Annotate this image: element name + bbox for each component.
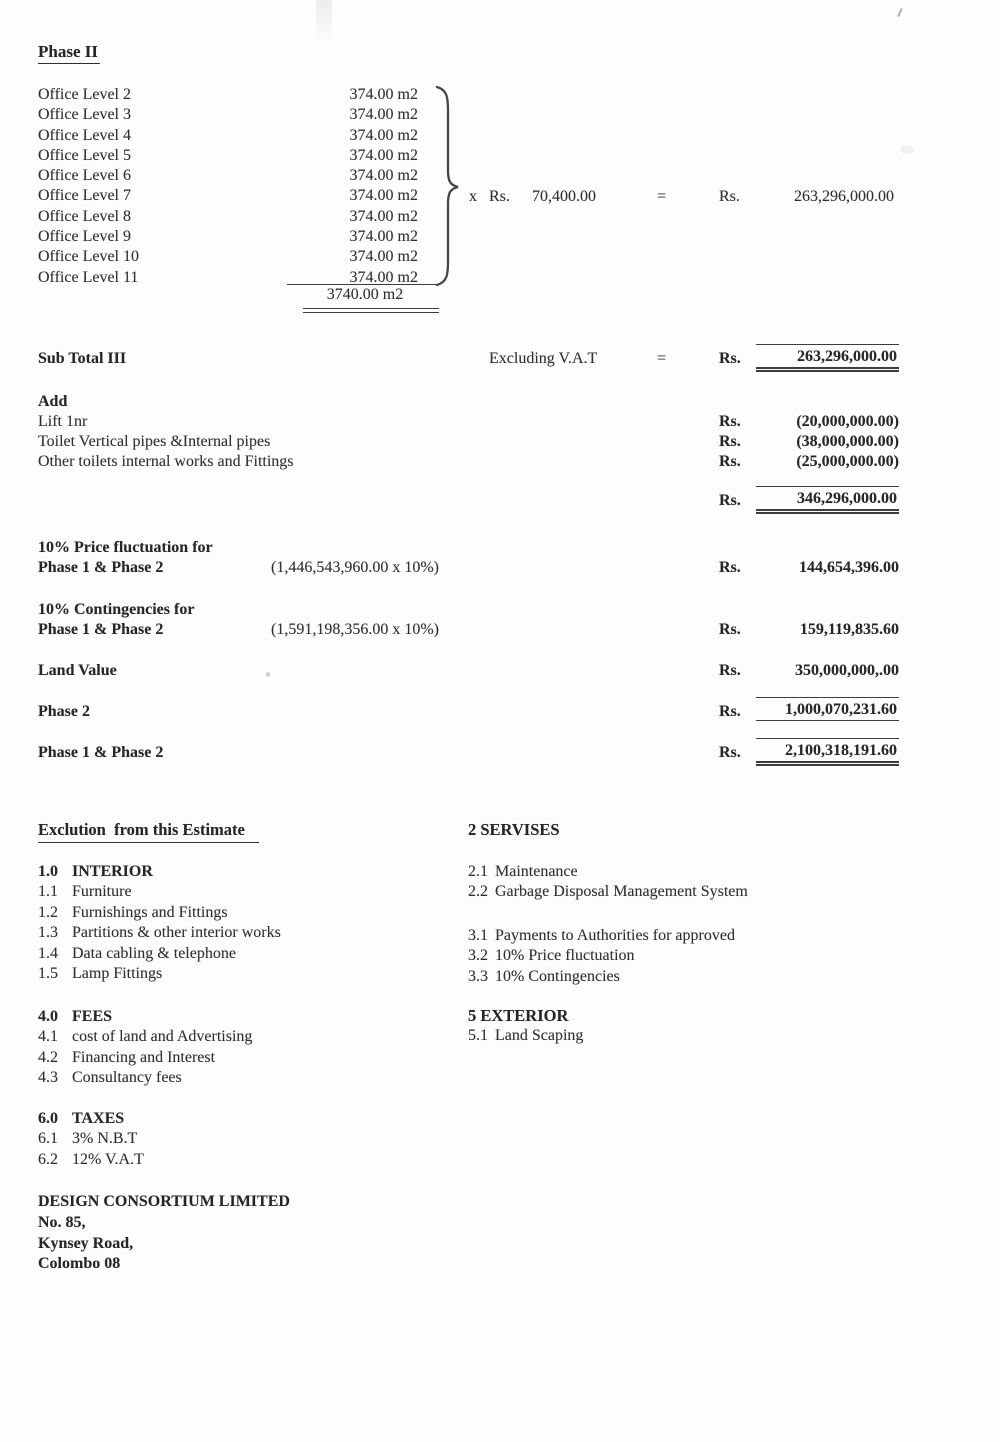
item-number: 4.2 (38, 1048, 58, 1066)
item-number: 3.1 (468, 927, 488, 944)
exclusion-group-taxes (38, 1109, 144, 1170)
office-level-label: Office Level 9 (38, 228, 131, 246)
currency-label: Rs. (719, 621, 741, 638)
currency-label: Rs. (719, 744, 741, 761)
add-item-amount: (38,000,000.00) (796, 433, 899, 450)
item-text: 3% N.B.T (72, 1130, 138, 1148)
item-number: 2.2 (468, 883, 488, 901)
address-line: Kynsey Road, (38, 1234, 134, 1252)
office-level-row (38, 227, 418, 247)
currency-label: Rs. (719, 703, 741, 720)
exterior-group (468, 1006, 583, 1047)
item-text: Furniture (72, 883, 132, 901)
item-number: 6.0 (38, 1110, 58, 1127)
add-item-label: Other toilets internal works and Fittings (38, 453, 294, 470)
item-number: 1.5 (38, 964, 58, 982)
currency-label: Rs. (719, 433, 741, 450)
office-level-label: Office Level 5 (38, 146, 131, 164)
list-item (38, 1150, 144, 1170)
currency-label: Rs. (719, 188, 740, 205)
item-number: 6.1 (38, 1130, 58, 1148)
add-item-label: Toilet Vertical pipes &Internal pipes (38, 433, 271, 450)
scan-artifact (897, 8, 903, 17)
fluctuation-row (0, 557, 1000, 578)
group-title (38, 1109, 144, 1129)
item-number: 1.2 (38, 903, 58, 921)
land-value-row (0, 660, 1000, 681)
multiplier-row (0, 186, 1000, 207)
item-text: Furnishings and Fittings (72, 903, 228, 921)
subtotal-row (0, 348, 1000, 369)
item-number: 6.2 (38, 1150, 58, 1168)
office-level-label: Office Level 10 (38, 248, 139, 266)
currency-label: Rs. (489, 188, 510, 205)
office-area-value: 374.00 m2 (349, 106, 418, 124)
list-item (38, 1129, 144, 1149)
add-heading: Add (38, 393, 68, 410)
office-area-value: 374.00 m2 (349, 167, 418, 185)
grand-total-label: Phase 1 & Phase 2 (38, 744, 164, 761)
item-text: 10% Price fluctuation (495, 947, 635, 965)
item-text: Maintenance (495, 863, 578, 880)
currency-label: Rs. (719, 413, 741, 430)
exterior-heading: 5 EXTERIOR (468, 1006, 569, 1025)
item-text: Garbage Disposal Management System (495, 883, 748, 901)
item-number: 1.1 (38, 883, 58, 901)
item-number: 4.3 (38, 1069, 58, 1087)
list-item (38, 1027, 252, 1047)
office-area-value: 374.00 m2 (349, 228, 418, 246)
item-text: 10% Contingencies (495, 967, 620, 985)
list-item (38, 1048, 252, 1068)
scan-artifact (900, 145, 914, 154)
group-title-text: TAXES (72, 1110, 125, 1127)
vat-note: Excluding V.A.T (489, 350, 598, 367)
office-area-value: 374.00 m2 (349, 207, 418, 225)
land-value-label: Land Value (38, 662, 117, 679)
item-number: 2.1 (468, 863, 488, 880)
list-item (38, 882, 281, 902)
item-text: Lamp Fittings (72, 964, 163, 982)
group-title (38, 1007, 252, 1027)
phase-label: Phase 1 & Phase 2 (38, 559, 164, 576)
office-level-label: Office Level 2 (38, 86, 131, 103)
list-item (468, 946, 735, 966)
list-item (468, 882, 748, 902)
office-level-label: Office Level 11 (38, 268, 139, 286)
group-title (38, 862, 281, 882)
item-text: Land Scaping (495, 1027, 584, 1045)
area-total: 3740.00 m2 (326, 286, 404, 303)
contingencies-amount: 159,119,835.60 (799, 621, 899, 638)
office-area-value: 374.00 m2 (349, 86, 418, 103)
list-item (38, 903, 281, 923)
item-text: Partitions & other interior works (72, 924, 281, 942)
add-heading-row (0, 391, 1000, 412)
currency-label: Rs. (719, 662, 741, 679)
amount-value: 263,296,000.00 (794, 188, 894, 205)
item-text: Data cabling & telephone (72, 944, 236, 962)
contingencies-row (0, 619, 1000, 640)
add-item-label: Lift 1nr (38, 413, 88, 430)
office-level-row (38, 166, 418, 186)
exclusion-group-interior (38, 862, 281, 984)
office-area-value: 374.00 m2 (349, 187, 418, 205)
item-text: Consultancy fees (72, 1069, 182, 1087)
currency-label: Rs. (719, 492, 741, 509)
list-item (38, 944, 281, 964)
office-level-label: Office Level 3 (38, 106, 131, 124)
services-heading: 2 SERVISES (468, 820, 560, 839)
list-item (468, 1026, 583, 1046)
grand-total-amount: 2,100,318,191.60 (756, 738, 899, 766)
add-item-amount: (25,000,000.00) (796, 453, 899, 470)
item-number: 1.3 (38, 924, 58, 942)
office-area-value: 374.00 m2 (349, 146, 418, 164)
scan-artifact (316, 0, 332, 44)
office-level-label: Office Level 6 (38, 167, 131, 185)
item-number: 3.2 (468, 947, 488, 965)
fluctuation-amount: 144,654,396.00 (799, 559, 899, 576)
office-level-row (38, 85, 418, 105)
grand-total-row (0, 742, 1000, 763)
calc-note: (1,591,198,356.00 x 10%) (271, 621, 439, 638)
item-number: 1.4 (38, 944, 58, 962)
exclusions-heading: Exclution from this Estimate (38, 820, 259, 843)
add-item-row (0, 451, 1000, 472)
phase-heading: Phase II (38, 42, 100, 64)
exclusion-group-fees (38, 1007, 252, 1089)
phase2-total-row (0, 701, 1000, 722)
fluctuation-row (0, 537, 1000, 558)
office-level-row (38, 126, 418, 146)
total-overline (287, 284, 437, 285)
address-line: Colombo 08 (38, 1255, 121, 1273)
list-item (38, 1068, 252, 1088)
company-name: DESIGN CONSORTIUM LIMITED (38, 1193, 290, 1210)
item-text: cost of land and Advertising (72, 1028, 253, 1046)
office-level-label: Office Level 8 (38, 207, 131, 225)
add-item-row (0, 431, 1000, 452)
currency-label: Rs. (719, 350, 741, 367)
land-value-amount: 350,000,000,.00 (795, 662, 899, 679)
office-area-value: 374.00 m2 (349, 248, 418, 266)
contingencies-row (0, 599, 1000, 620)
equals-sign: = (657, 350, 667, 367)
total-double-underline (303, 308, 439, 313)
services-items-group (468, 862, 748, 903)
payments-items-group (468, 926, 735, 987)
subtotal-label: Sub Total III (38, 350, 127, 367)
add-total-row (0, 490, 1000, 511)
fluctuation-label: 10% Price fluctuation for (38, 539, 213, 556)
item-number: 1.0 (38, 863, 58, 880)
multiply-sign: x (469, 188, 477, 205)
list-item (468, 926, 735, 946)
list-item (38, 923, 281, 943)
subtotal-amount: 263,296,000.00 (756, 344, 899, 372)
office-level-row (38, 207, 418, 227)
list-item (468, 967, 735, 987)
contingencies-label: 10% Contingencies for (38, 601, 195, 618)
item-text: Payments to Authorities for approved (495, 927, 735, 944)
list-item (468, 862, 748, 882)
phase-label: Phase 1 & Phase 2 (38, 621, 164, 638)
add-item-amount: (20,000,000.00) (796, 413, 899, 430)
item-number: 5.1 (468, 1027, 488, 1045)
add-item-row (0, 411, 1000, 432)
item-number: 3.3 (468, 967, 488, 985)
company-block (38, 1192, 290, 1275)
phase2-total-amount: 1,000,070,231.60 (756, 697, 899, 721)
office-area-value: 374.00 m2 (349, 126, 418, 144)
group-title-text: FEES (72, 1008, 113, 1025)
equals-sign: = (657, 188, 667, 205)
add-total-amount: 346,296,000.00 (756, 486, 899, 514)
currency-label: Rs. (719, 559, 741, 576)
office-level-label: Office Level 4 (38, 126, 131, 144)
office-level-row (38, 146, 418, 166)
rate-value: 70,400.00 (532, 188, 596, 205)
group-title-text: INTERIOR (72, 863, 153, 880)
item-text: 12% V.A.T (72, 1150, 144, 1168)
currency-label: Rs. (719, 453, 741, 470)
office-level-row (38, 247, 418, 267)
item-number: 4.0 (38, 1008, 58, 1025)
address-line: No. 85, (38, 1213, 86, 1231)
phase2-total-label: Phase 2 (38, 703, 90, 720)
item-number: 4.1 (38, 1028, 58, 1046)
calc-note: (1,446,543,960.00 x 10%) (271, 559, 439, 576)
office-level-label: Office Level 7 (38, 187, 131, 205)
list-item (38, 964, 281, 984)
office-level-row (38, 105, 418, 125)
office-area-value: 374.00 m2 (349, 268, 418, 286)
item-text: Financing and Interest (72, 1048, 216, 1066)
